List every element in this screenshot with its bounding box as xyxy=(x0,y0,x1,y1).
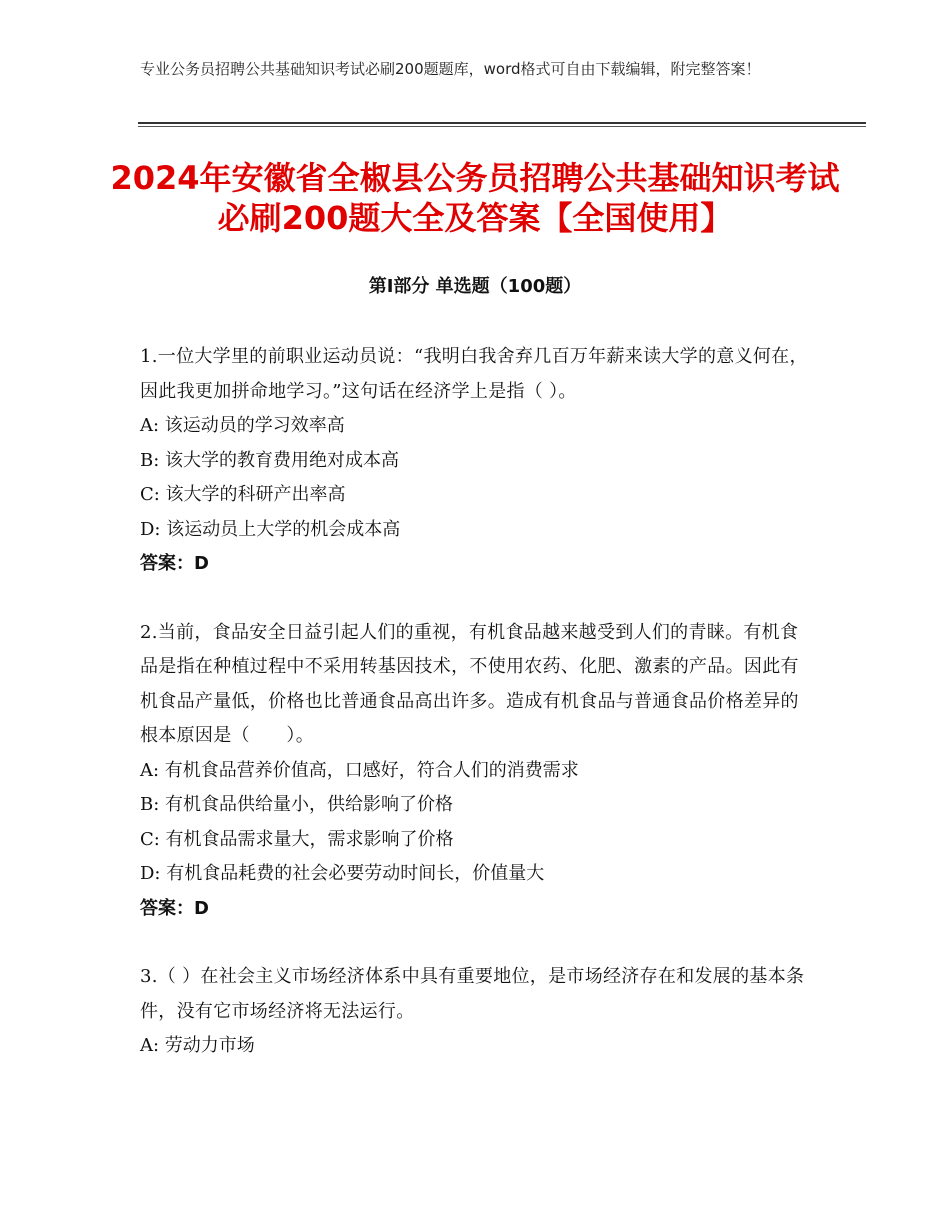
question-list xyxy=(140,340,810,1098)
header-rule-thick xyxy=(138,122,866,124)
question-stem: 3.（ ）在社会主义市场经济体系中具有重要地位，是市场经济存在和发展的基本条件，没有它市场经济将无法运行。 xyxy=(140,966,805,1022)
question-2 xyxy=(140,616,810,927)
answer-label: 答案：D xyxy=(140,897,209,919)
option-a: A: 劳动力市场 xyxy=(140,1035,255,1056)
option-c: C: 该大学的科研产出率高 xyxy=(140,484,346,505)
header-rule-thin xyxy=(138,126,866,127)
option-b: B: 有机食品供给量小，供给影响了价格 xyxy=(140,794,454,815)
option-a: A: 有机食品营养价值高，口感好，符合人们的消费需求 xyxy=(140,759,579,781)
question-3 xyxy=(140,960,810,1064)
question-stem: 2.当前，食品安全日益引起人们的重视，有机食品越来越受到人们的青睐。有机食品是指在种植过程中不采用转基因技术，不使用农药、化肥、激素的产品。因此有机食品产量低，价格也比普通食品高出许多。造成有机食品与普通食品价格差异的根本原因是（ ）。 xyxy=(140,621,799,746)
option-a: A: 该运动员的学习效率高 xyxy=(140,415,345,436)
document-title: 2024年安徽省全椒县公务员招聘公共基础知识考试必刷200题大全及答案【全国使用】 xyxy=(110,159,840,237)
answer-label: 答案：D xyxy=(140,553,209,574)
question-stem: 1.一位大学里的前职业运动员说：“我明白我舍弃几百万年薪来读大学的意义何在，因此我更加拼命地学习。”这句话在经济学上是指（ ）。 xyxy=(140,346,808,402)
question-1 xyxy=(140,340,810,582)
option-c: C: 有机食品需求量大，需求影响了价格 xyxy=(140,828,454,850)
option-b: B: 该大学的教育费用绝对成本高 xyxy=(140,449,400,471)
section-title: 第Ⅰ部分 单选题（100题） xyxy=(368,276,582,297)
option-d: D: 该运动员上大学的机会成本高 xyxy=(140,518,401,540)
option-d: D: 有机食品耗费的社会必要劳动时间长，价值量大 xyxy=(140,863,545,884)
header-note: 专业公务员招聘公共基础知识考试必刷200题题库，word格式可自由下载编辑，附完整答案！ xyxy=(140,60,761,78)
